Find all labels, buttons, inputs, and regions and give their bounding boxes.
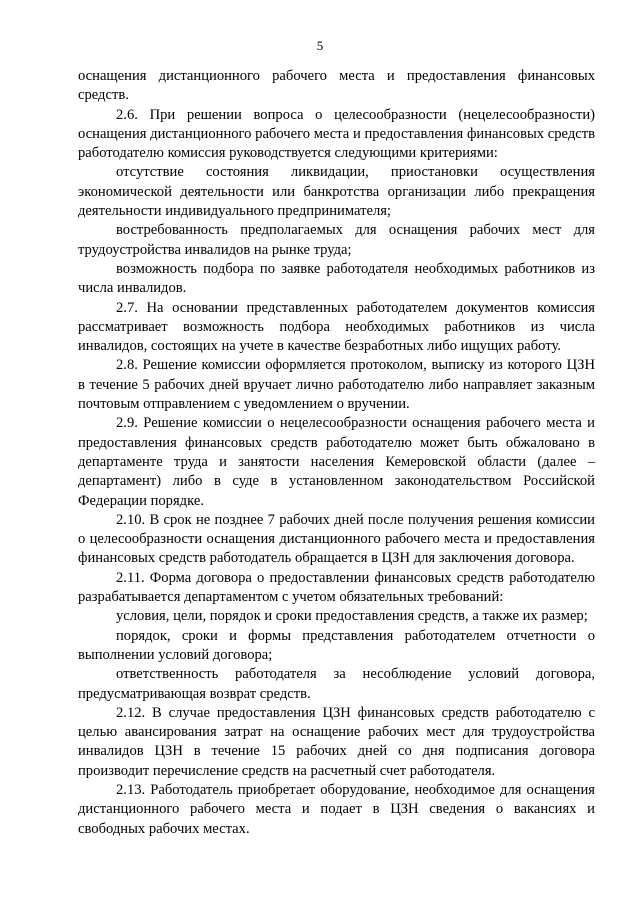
paragraph-2-12: 2.12. В случае предоставления ЦЗН финансовых средств работодателю с целью авансирования затрат на оснащение рабочих мест для трудоустройства инвалидов ЦЗН в течение 15 рабочих дней со дня подписания договора производит перечисление средств на расчетный счет работодателя. xyxy=(78,704,595,779)
criteria-item: востребованность предполагаемых для оснащения рабочих мест для трудоустройства инвалидов на рынке труда; xyxy=(78,222,595,258)
paragraph-2-13: 2.13. Работодатель приобретает оборудование, необходимое для оснащения дистанционного рабочего места и подает в ЦЗН сведения о вакансиях и свободных рабочих местах. xyxy=(78,781,595,837)
paragraph-continuation: оснащения дистанционного рабочего места и предоставления финансовых средств. xyxy=(78,68,595,104)
requirement-item: порядок, сроки и формы представления работодателем отчетности о выполнении условий договора; xyxy=(78,627,595,663)
paragraph-2-10: 2.10. В срок не позднее 7 рабочих дней после получения решения комиссии о целесообразности оснащения дистанционного рабочего места и предоставления финансовых средств работодатель обращается в ЦЗН для заключения договора. xyxy=(78,511,595,567)
paragraph-2-6: 2.6. При решении вопроса о целесообразности (нецелесообразности) оснащения дистанционного рабочего места и предоставления финансовых средств работодателю комиссия руководствуется следующими критериями: xyxy=(78,106,595,162)
criteria-item: отсутствие состояния ликвидации, приостановки осуществления экономической деятельности или банкротства организации либо прекращения деятельности индивидуального предпринимателя; xyxy=(78,164,595,220)
criteria-item: возможность подбора по заявке работодателя необходимых работников из числа инвалидов. xyxy=(78,260,595,297)
requirement-item: ответственность работодателя за несоблюдение условий договора, предусматривающая возврат средств. xyxy=(78,666,595,702)
paragraph-2-9: 2.9. Решение комиссии о нецелесообразности оснащения рабочего места и предоставления финансовых средств работодателю может быть обжаловано в департаменте труда и занятости населения Кемеровской области (далее – департамент) либо в суде в установленном законодательством Российской Федерации порядке. xyxy=(78,415,595,509)
requirement-item: условия, цели, порядок и сроки предоставления средств, а также их размер; xyxy=(116,608,588,625)
paragraph-2-7: 2.7. На основании представленных работодателем документов комиссия рассматривает возможность подбора необходимых работников из числа инвалидов, состоящих на учете в качестве безработных либо ищущих работу. xyxy=(78,299,595,355)
paragraph-2-8: 2.8. Решение комиссии оформляется протоколом, выписку из которого ЦЗН в течение 5 рабочих дней вручает лично работодателю либо направляет заказным почтовым отправлением с уведомлением о вручении. xyxy=(78,357,595,413)
page-number: 5 xyxy=(316,38,324,53)
paragraph-2-11: 2.11. Форма договора о предоставлении финансовых средств работодателю разрабатывается департаментом с учетом обязательных требований: xyxy=(78,569,595,606)
document-body xyxy=(78,67,595,839)
